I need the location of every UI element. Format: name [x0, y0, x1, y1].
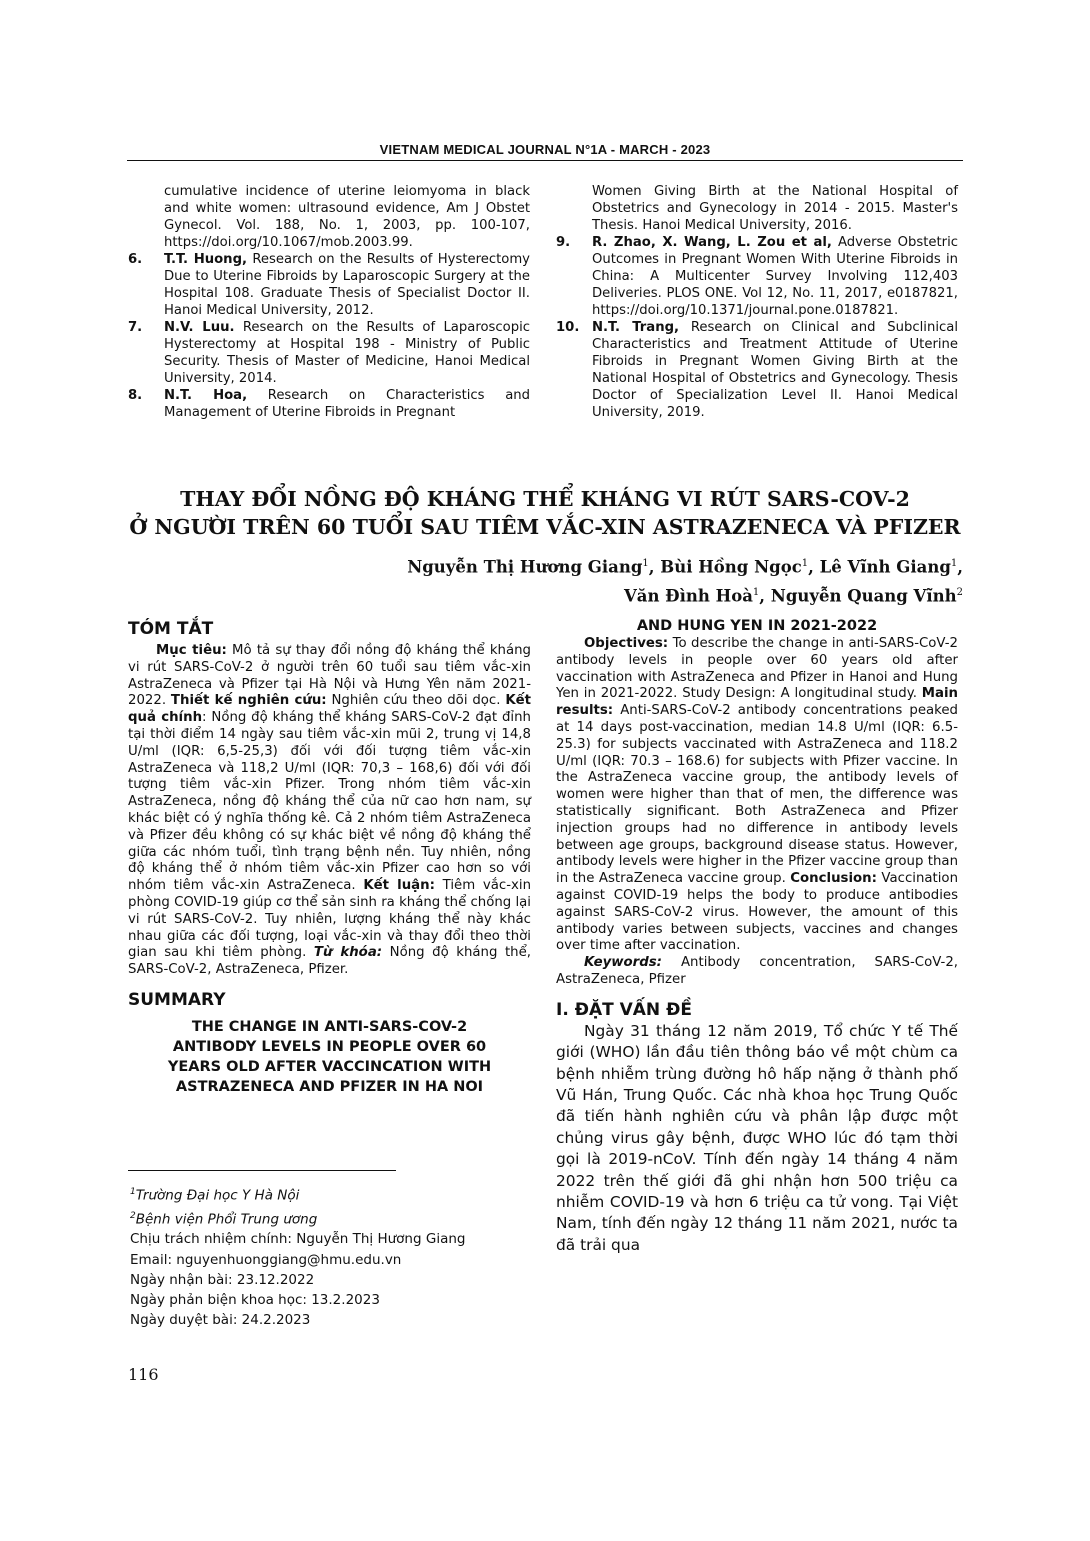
author-affiliation: 1 [950, 558, 958, 569]
footnote-corresponding-author: Chịu trách nhiệm chính: Nguyễn Thị Hương Giang [130, 1231, 466, 1248]
references-right-column [556, 183, 958, 421]
reference-author: N.T. Hoa, [164, 388, 248, 403]
summary-label-keywords: Keywords: [584, 955, 662, 971]
summary-keywords: Keywords: Antibody concentration, SARS-CoV-2, AstraZeneca, Pfizer [556, 955, 958, 987]
author-name: Lê Vĩnh Giang [819, 557, 951, 577]
reference-text: Adverse Obstetric Outcomes in Pregnant Women With Uterine Fibroids in China: A Multicenter Survey Involving 112,403 Deliveries. PLOS ONE. Vol 12, No. 11, 2017, e0187821, https://doi.org/10.1371/journal.pone.0187821. [592, 235, 958, 318]
reference-7 [128, 319, 530, 387]
footnote-reviewed-date: Ngày phản biện khoa học: 13.2.2023 [130, 1292, 380, 1309]
reference-number: 7. [128, 320, 143, 335]
author-affiliation: 1 [752, 586, 760, 598]
summary-title: THE CHANGE IN ANTI-SARS-COV-2 ANTIBODY LEVELS IN PEOPLE OVER 60 YEARS OLD AFTER VACCINCATION WITH ASTRAZENECA AND PFIZER IN HA NOI [167, 1018, 492, 1095]
reference-text: Research on the Results of Laparoscopic Hysterectomy at Hospital 198 - Ministry of Public Security. Thesis of Master of Medicine, Hanoi Medical University, 2014. [164, 320, 531, 386]
reference-text: Research on Characteristics and Management of Uterine Fibroids in Pregnant [164, 388, 531, 420]
article-title [127, 485, 963, 541]
reference-text: Research on Clinical and Subclinical Characteristics and Treatment Attitude of Uterine Fibroids in Pregnant Women Giving Birth at the National Hospital of Obstetrics and Gynecology. Thesis Doctor of Specialization Level II. Hanoi Medical University, 2019. [592, 320, 958, 420]
abstract-vi-heading: TÓM TẮT [128, 619, 214, 639]
summary-label-conclusion: Conclusion: [790, 871, 877, 887]
footnote-email: Email: nguyenhuonggiang@hmu.edu.vn [130, 1251, 402, 1268]
summary-title-continuation: AND HUNG YEN IN 2021-2022 [636, 618, 878, 634]
summary-label-results: Main results: [556, 686, 958, 719]
author-line-2: Văn Đình Hoà$^1$, Nguyễn Quang Vĩnh$^2$ [623, 586, 963, 605]
footnote-affiliation-1: $^1$Trường Đại học Y Hà Nội [130, 1187, 300, 1204]
reference-author: N.V. Luu. [164, 320, 235, 335]
article-title-line-1: THAY ĐỔI NỒNG ĐỘ KHÁNG THỂ KHÁNG VI RÚT SARS-COV-2 [180, 487, 910, 511]
reference-10 [556, 319, 958, 421]
abstract-label-results: Kết quả chính [128, 693, 532, 726]
reference-author: N.T. Trang, [592, 320, 680, 335]
reference-number: 10. [556, 320, 580, 335]
author-name: Văn Đình Hoà [623, 586, 753, 605]
author-name: Nguyễn Thị Hương Giang [407, 557, 643, 577]
author-affiliation: 2 [956, 586, 963, 598]
reference-6 [128, 251, 530, 319]
author-name: Bùi Hồng Ngọc [660, 557, 802, 577]
footnotes [130, 1182, 530, 1330]
header-rule [127, 160, 963, 161]
abstract-vi-text: Mục tiêu: Mô tả sự thay đổi nồng độ kháng thể kháng vi rút SARS-CoV-2 ở người trên 60 tuổi sau tiêm vắc-xin AstraZeneca và Pfizer tại Hà Nội và Hưng Yên năm 2021-2022. Thiết kế nghiên cứu: Nghiên cứu theo dõi dọc. Kết quả chính: Nồng độ kháng thể kháng SARS-CoV-2 đạt đỉnh tại thời điểm 14 ngày sau tiêm vắc-xin mũi 2, trung vị 14,8 U/ml (IQR: 6,5-25,3) đối với đối tượng tiêm vắc-xin AstraZeneca và 118,2 U/ml (IQR: 70,3 – 168,6) đối với đối tượng tiêm vắc-xin Pfizer. Trong nhóm tiêm vắc-xin AstraZeneca, nồng độ kháng thể của nữ cao hơn nam, sự khác biệt có ý nghĩa thống kê. Cả 2 nhóm tiêm AstraZeneca và Pfizer đều không có sự khác biệt về nồng độ kháng thể giữa các nhóm tuổi, tình trạng bệnh nền. Tuy nhiên, nồng độ kháng thể ở nhóm tiêm vắc-xin Pfizer cao hơn so với nhóm tiêm vắc-xin AstraZeneca. Kết luận: Tiêm vắc-xin phòng COVID-19 giúp cơ thể sản sinh ra kháng thể chống lại vi rút SARS-CoV-2. Tuy nhiên, lượng kháng thể này khác nhau giữa các đối tượng, loại vắc-xin và thay đổi theo thời gian sau khi tiêm phòng. Từ khóa: Nồng độ kháng thể, SARS-CoV-2, AstraZeneca, Pfizer. [128, 643, 532, 978]
reference-number: 8. [128, 388, 143, 403]
footnote-affiliation-2: $^2$Bệnh viện Phổi Trung ương [130, 1210, 318, 1228]
abstract-label-design: Thiết kế nghiên cứu: [170, 693, 327, 709]
article-title-line-2: Ở NGƯỜI TRÊN 60 TUỔI SAU TIÊM VẮC-XIN ASTRAZENECA VÀ PFIZER [129, 515, 961, 539]
summary-text: Objectives: To describe the change in anti-SARS-CoV-2 antibody levels in people over 60 years old after vaccination with AstraZeneca and Pfizer in Hanoi and Hung Yen in 2021-2022. Study Design: A longitudinal study. Main results: Anti-SARS-CoV-2 antibody concentrations peaked at 14 days post-vaccination, median 14.8 U/ml (IQR: 6.5-25.3) for subjects vaccinated with AstraZeneca and 118.2 U/ml (IQR: 70.3 – 168.6) for subjects with Pfizer vaccine. In the AstraZeneca vaccine group, the antibody levels of women were higher than that of men, the difference was statistically significant. Both AstraZeneca and Pfizer injection groups had no difference in antibody levels between age groups, background disease status. However, antibody levels were higher in the Pfizer vaccine group than in the AstraZeneca vaccine group. Conclusion: Vaccination against COVID-19 helps the body to produce antibodies against SARS-CoV-2 virus. However, the amount of this antibody varies between subjects, vaccines and changes over time after vaccination. [556, 636, 958, 954]
abstract-label-conclusion: Kết luận: [363, 878, 435, 894]
reference-number: 9. [556, 235, 571, 250]
author-line-1: Nguyễn Thị Hương Giang$^1$, Bùi Hồng Ngọc$^1$, Lê Vĩnh Giang$^1$, [407, 557, 963, 577]
abstract-label-objective: Mục tiêu: [156, 643, 227, 658]
summary-label-objectives: Objectives: [584, 636, 669, 651]
intro-heading: I. ĐẶT VẤN ĐỀ [556, 999, 692, 1020]
right-column [556, 618, 958, 1256]
reference-text: Research on the Results of Hysterectomy Due to Uterine Fibroids by Laparoscopic Surgery at the Hospital 108. Graduate Thesis of Specialist Doctor II. Hanoi Medical University, 2012. [164, 252, 530, 318]
footnote-received-date: Ngày nhận bài: 23.12.2022 [130, 1271, 315, 1288]
author-name: Nguyễn Quang Vĩnh [770, 586, 957, 605]
summary-heading: SUMMARY [128, 989, 226, 1010]
reference-8-continuation: Women Giving Birth at the National Hospital of Obstetrics and Gynecology in 2014 - 2015. Master's Thesis. Hanoi Medical University, 2016. [592, 184, 958, 233]
running-header: VIETNAM MEDICAL JOURNAL N°1A - MARCH - 2023 [379, 142, 711, 157]
footnote-accepted-date: Ngày duyệt bài: 24.2.2023 [130, 1312, 311, 1329]
reference-number: 6. [128, 252, 143, 267]
references-left-column [128, 183, 530, 421]
abstract-label-keywords: Từ khóa: [313, 945, 383, 961]
author-affiliation: 1 [801, 558, 809, 569]
reference-5-continuation: cumulative incidence of uterine leiomyoma in black and white women: ultrasound evidence, Am J Obstet Gynecol. Vol. 188, No. 1, 2003, pp. 100-107, https://doi.org/10.1067/mob.2003.99. [164, 184, 530, 250]
reference-author: T.T. Huong, [164, 252, 248, 267]
reference-8 [128, 387, 530, 421]
author-list [407, 551, 963, 608]
intro-paragraph: Ngày 31 tháng 12 năm 2019, Tổ chức Y tế Thế giới (WHO) lần đầu tiên thông báo về một chùm ca bệnh nhiễm trùng đường hô hấp nặng ở thành phố Vũ Hán, Trung Quốc. Các nhà khoa học Trung Quốc đã tiến hành nghiên cứu và phân lập được một chủng virus gây bệnh, được WHO lúc đó tạm thời gọi là 2019-nCoV. Tính đến ngày 14 tháng 4 năm 2022 trên thế giới đã ghi nhận hơn 500 triệu ca nhiễm COVID-19 và hơn 6 triệu ca tử vong. Tại Việt Nam, tính đến ngày 12 tháng 11 năm 2021, nước ta đã trải qua [556, 1021, 958, 1254]
left-column [128, 618, 531, 1097]
reference-author: R. Zhao, X. Wang, L. Zou et al, [592, 235, 832, 250]
footnote-rule [128, 1170, 396, 1171]
page-number: 116 [128, 1365, 159, 1384]
author-affiliation: 1 [642, 558, 649, 569]
reference-9 [556, 234, 958, 319]
